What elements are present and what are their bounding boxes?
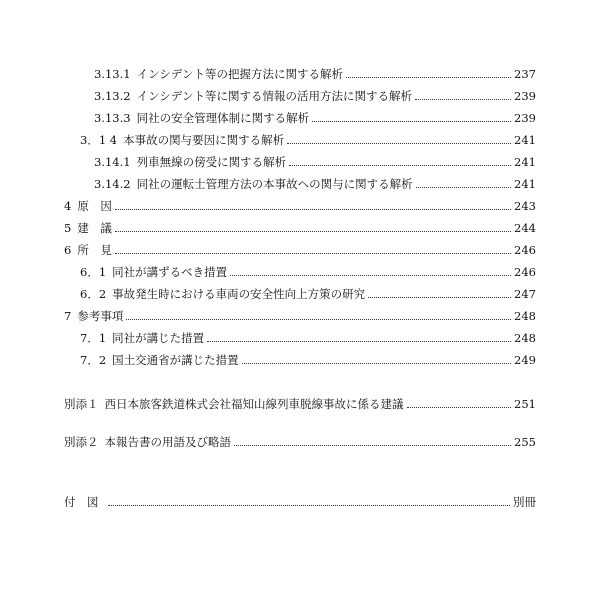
toc-number: 3.14.2 — [94, 177, 131, 191]
toc-page-number: 255 — [514, 435, 536, 449]
toc-entry-3-13-1 — [94, 64, 536, 84]
toc-page-number: 248 — [514, 309, 536, 323]
toc-page-number: 244 — [514, 221, 536, 235]
toc-entry-6-2 — [80, 284, 536, 304]
toc-page-number: 239 — [514, 111, 536, 125]
toc-title: 参考事項 — [77, 309, 124, 323]
toc-title: 同社の運転士管理方法の本事故への関与に関する解析 — [136, 177, 413, 191]
dot-leader — [234, 445, 511, 446]
dot-leader — [287, 143, 511, 144]
toc-number: 3.13.3 — [94, 111, 131, 125]
toc-page-number: 241 — [514, 155, 536, 169]
toc-entry-6 — [64, 240, 536, 260]
toc-title: 原 因 — [77, 199, 112, 213]
dot-leader — [289, 165, 511, 166]
toc-page-number: 251 — [514, 397, 536, 411]
toc-page-number: 241 — [514, 133, 536, 147]
toc-title: 列車無線の傍受に関する解析 — [136, 155, 287, 169]
toc-page-number: 249 — [514, 353, 536, 367]
dot-leader — [108, 505, 511, 506]
toc-title: 事故発生時における車両の安全性向上方策の研究 — [112, 287, 366, 301]
toc-page-number: 241 — [514, 177, 536, 191]
toc-entry-4 — [64, 196, 536, 216]
toc-page-number: 239 — [514, 89, 536, 103]
dot-leader — [312, 121, 511, 122]
toc-page-number: 248 — [514, 331, 536, 345]
toc-number: 別添１ — [64, 397, 99, 411]
toc-title: インシデント等の把握方法に関する解析 — [136, 67, 344, 81]
toc-entry-figures — [64, 492, 536, 512]
toc-entry-7 — [64, 306, 536, 326]
toc-entry-7-1 — [80, 328, 536, 348]
toc-title: 国土交通省が講じた措置 — [112, 353, 239, 367]
toc-number: 6．1 — [80, 265, 107, 279]
toc-title: 建 議 — [77, 221, 112, 235]
toc-number: 3.13.1 — [94, 67, 131, 81]
dot-leader — [407, 407, 512, 408]
toc-title: 同社が講じた措置 — [112, 331, 205, 345]
toc-title: 本事故の関与要因に関する解析 — [123, 133, 285, 147]
toc-number: 3．1 4 — [80, 133, 118, 147]
toc-number: 7．1 — [80, 331, 107, 345]
dot-leader — [115, 231, 511, 232]
toc-title: 所 見 — [77, 243, 112, 257]
toc-number: 7．2 — [80, 353, 107, 367]
toc-page-number: 246 — [514, 265, 536, 279]
toc-number: 4 — [64, 199, 72, 213]
toc-entry-5 — [64, 218, 536, 238]
toc-entry-3-14-1 — [94, 152, 536, 172]
toc-number: 6．2 — [80, 287, 107, 301]
toc-page-number: 246 — [514, 243, 536, 257]
toc-entry-appendix-2 — [64, 432, 536, 452]
toc-entry-3-13-3 — [94, 108, 536, 128]
toc-number: 3.14.1 — [94, 155, 131, 169]
toc-entry-7-2 — [80, 350, 536, 370]
toc-number: 別添２ — [64, 435, 99, 449]
toc-page-number: 別冊 — [513, 495, 536, 509]
toc-title: 同社の安全管理体制に関する解析 — [136, 111, 310, 125]
dot-leader — [415, 99, 511, 100]
toc-number: 5 — [64, 221, 72, 235]
toc-number: 付 図 — [64, 495, 99, 509]
dot-leader — [207, 341, 511, 342]
toc-entry-3-14 — [80, 130, 536, 150]
toc-page-number: 237 — [514, 67, 536, 81]
dot-leader — [126, 319, 511, 320]
toc-number: 7 — [64, 309, 72, 323]
dot-leader — [368, 297, 511, 298]
toc-page-number: 243 — [514, 199, 536, 213]
toc-number: 3.13.2 — [94, 89, 131, 103]
toc-number: 6 — [64, 243, 72, 257]
toc-entry-3-14-2 — [94, 174, 536, 194]
toc-title: 本報告書の用語及び略語 — [104, 435, 231, 449]
toc-entry-3-13-2 — [94, 86, 536, 106]
dot-leader — [115, 253, 511, 254]
toc-page-number: 247 — [514, 287, 536, 301]
dot-leader — [242, 363, 511, 364]
toc-title: 西日本旅客鉄道株式会社福知山線列車脱線事故に係る建議 — [104, 397, 404, 411]
dot-leader — [416, 187, 511, 188]
dot-leader — [230, 275, 511, 276]
toc-entry-6-1 — [80, 262, 536, 282]
toc-entry-appendix-1 — [64, 394, 536, 414]
toc-title: 同社が講ずるべき措置 — [112, 265, 228, 279]
dot-leader — [115, 209, 511, 210]
dot-leader — [346, 77, 511, 78]
toc-title: インシデント等に関する情報の活用方法に関する解析 — [136, 89, 413, 103]
